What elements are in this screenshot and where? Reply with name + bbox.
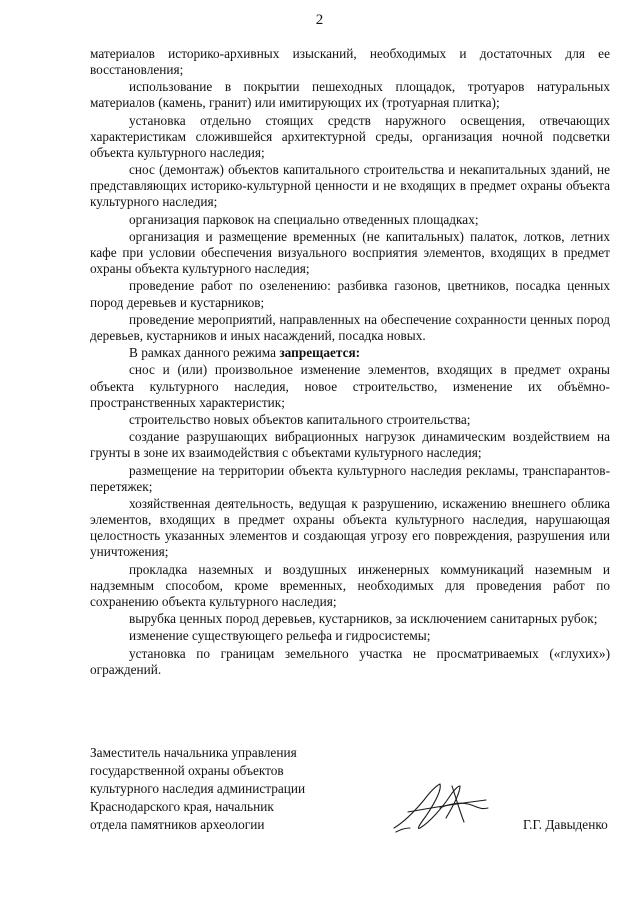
paragraph: снос (демонтаж) объектов капитального строительства и некапитальных зданий, не представляющих историко-культурной ценности и не входящих в предмет охраны объекта культурного наследия; xyxy=(90,162,610,210)
prohibited-item: строительство новых объектов капитального строительства; xyxy=(129,411,471,427)
prohibited-item: изменение существующего рельефа и гидросистемы; xyxy=(129,628,431,644)
prohibited-item: хозяйственная деятельность, ведущая к разрушению, искажению внешнего облика элементов, входящих в предмет охраны объекта культурного наследия, нарушающая целостность указанных элементов и создающая угрозу его повреждения, разрушения или уничтожения; xyxy=(90,495,610,560)
signatory-position-line: Краснодарского края, начальник xyxy=(90,799,274,814)
paragraph: материалов историко-архивных изысканий, необходимых и достаточных для ее восстановления; xyxy=(90,46,610,78)
prohibited-item: размещение на территории объекта культурного наследия рекламы, транспарантов-перетяжек; xyxy=(90,462,610,494)
prohibited-intro xyxy=(90,345,610,361)
signatory-position-line: государственной охраны объектов xyxy=(90,763,284,778)
paragraph: организация парковок на специально отведенных площадках; xyxy=(129,211,479,227)
prohibited-item: прокладка наземных и воздушных инженерных коммуникаций наземным и надземным способом, кроме временных, необходимых для проведения работ по сохранению объекта культурного наследия; xyxy=(90,561,610,609)
signatory-name: Г.Г. Давыденко xyxy=(523,817,608,832)
signatory-position-line: культурного наследия администрации xyxy=(90,781,306,796)
paragraph: использование в покрытии пешеходных площадок, тротуаров натуральных материалов (камень, гранит) или имитирующих их (тротуарная плитка); xyxy=(90,79,610,111)
signature-block xyxy=(90,744,610,844)
handwritten-signature xyxy=(390,778,500,838)
signatory-position-line: Заместитель начальника управления xyxy=(90,745,297,760)
prohibited-item: создание разрушающих вибрационных нагрузок динамическим воздействием на грунты в зоне их взаимодействия с объектами культурного наследия; xyxy=(90,429,610,461)
paragraph: организация и размещение временных (не капитальных) палаток, лотков, летних кафе при условии обеспечения визуального восприятия элементов, входящих в предмет охраны объекта культурного наследия; xyxy=(90,228,610,277)
paragraph: установка отдельно стоящих средств наружного освещения, отвечающих характеристикам сложившейся архитектурной среды, организация ночной подсветки объекта культурного наследия; xyxy=(90,112,610,160)
page-number: 2 xyxy=(315,12,324,28)
paragraph: проведение работ по озеленению: разбивка газонов, цветников, посадка ценных пород деревьев и кустарников; xyxy=(90,278,610,310)
document-body xyxy=(90,46,610,679)
prohibited-item: установка по границам земельного участка не просматриваемых («глухих») ограждений. xyxy=(90,645,610,677)
paragraph: проведение мероприятий, направленных на обеспечение сохранности ценных пород деревьев, кустарников и иных насаждений, посадка новых. xyxy=(90,311,610,343)
signatory-position xyxy=(90,744,390,834)
prohibited-item: снос и (или) произвольное изменение элементов, входящих в предмет охраны объекта культурного наследия, новое строительство, изменение их объёмно-пространственных характеристик; xyxy=(90,362,610,410)
prohibited-intro-keyword: запрещается: xyxy=(279,345,361,361)
signatory-position-line: отдела памятников археологии xyxy=(90,817,265,832)
prohibited-intro-prefix: В рамках данного режима xyxy=(129,345,280,361)
prohibited-item: вырубка ценных пород деревьев, кустарников, за исключением санитарных рубок; xyxy=(129,611,598,626)
